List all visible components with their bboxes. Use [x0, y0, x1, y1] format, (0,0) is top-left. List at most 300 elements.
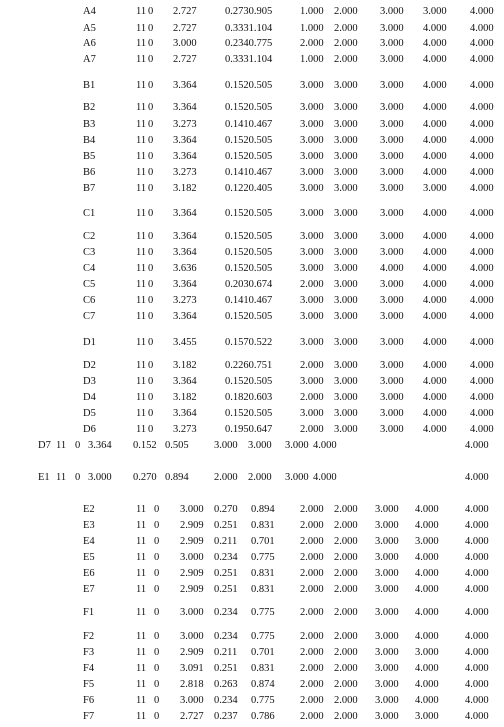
table-cell: 11 — [136, 408, 147, 419]
table-row — [0, 710, 504, 724]
table-row — [0, 262, 504, 276]
row-label: B2 — [83, 102, 96, 113]
table-cell: 4.000 — [470, 408, 494, 419]
table-cell: 3.364 — [173, 102, 197, 113]
row-label: C6 — [83, 295, 96, 306]
table-cell: 0 — [148, 151, 154, 162]
table-cell: 0 — [148, 263, 154, 274]
table-row — [0, 551, 504, 565]
row-label: B7 — [83, 183, 96, 194]
table-cell: 3.000 — [380, 279, 404, 290]
table-cell: 0.775 — [251, 607, 275, 618]
table-cell: 4.000 — [465, 472, 489, 483]
table-row — [0, 134, 504, 148]
row-label: F2 — [83, 631, 95, 642]
table-cell: 3.364 — [88, 440, 112, 451]
table-cell: 3.000 — [180, 607, 204, 618]
table-cell: 4.000 — [465, 607, 489, 618]
table-cell: 11 — [136, 607, 147, 618]
table-cell: 0.831 — [251, 520, 275, 531]
table-cell: 0.2030.674 — [225, 279, 273, 290]
table-cell: 3.000 — [334, 102, 358, 113]
table-cell: 3.000 — [375, 568, 399, 579]
table-cell: 4.000 — [470, 311, 494, 322]
table-cell: 3.273 — [173, 167, 197, 178]
table-cell: 4.000 — [415, 504, 439, 515]
table-cell: 3.273 — [173, 119, 197, 130]
table-cell: 0.1410.467 — [225, 167, 273, 178]
table-cell: 0.1520.505 — [225, 231, 273, 242]
table-cell: 11 — [136, 647, 147, 658]
table-cell: 3.000 — [380, 424, 404, 435]
table-cell: 3.000 — [300, 151, 324, 162]
table-row — [0, 519, 504, 533]
table-cell: 1.000 — [300, 23, 324, 34]
table-cell: 3.000 — [380, 119, 404, 130]
table-cell: 4.000 — [470, 38, 494, 49]
table-cell: 0.1520.505 — [225, 208, 273, 219]
table-cell: 2.000 — [334, 631, 358, 642]
table-cell: 3.000 — [380, 360, 404, 371]
table-cell: 3.000 — [415, 536, 439, 547]
table-cell: 2.000 — [300, 584, 324, 595]
table-cell: 0 — [148, 231, 154, 242]
table-cell: 3.000 — [300, 408, 324, 419]
table-cell: 1.000 — [300, 54, 324, 65]
table-cell: 0 — [148, 392, 154, 403]
table-cell: 11 — [136, 231, 147, 242]
table-cell: 4.000 — [423, 135, 447, 146]
table-cell: 0.251 — [214, 584, 238, 595]
table-cell: 2.909 — [180, 647, 204, 658]
row-label: D5 — [83, 408, 96, 419]
table-cell: 3.000 — [423, 183, 447, 194]
table-cell: 4.000 — [423, 424, 447, 435]
table-cell: 0.263 — [214, 679, 238, 690]
table-row — [0, 606, 504, 620]
table-cell: 2.000 — [334, 679, 358, 690]
row-label: F7 — [83, 711, 95, 722]
table-cell: 0.775 — [251, 695, 275, 706]
table-cell: 3.000 — [334, 392, 358, 403]
table-cell: 4.000 — [423, 151, 447, 162]
table-cell: 11 — [136, 151, 147, 162]
row-label: A5 — [83, 23, 96, 34]
table-cell: 2.000 — [300, 504, 324, 515]
table-cell: 0.831 — [251, 663, 275, 674]
table-cell: 4.000 — [470, 6, 494, 17]
table-row — [0, 79, 504, 93]
table-cell: 0.237 — [214, 711, 238, 722]
table-cell: 2.818 — [180, 679, 204, 690]
table-cell: 0.2340.775 — [225, 38, 273, 49]
table-row — [0, 150, 504, 164]
table-cell: 0.251 — [214, 568, 238, 579]
table-cell: 4.000 — [423, 23, 447, 34]
table-cell: 4.000 — [423, 102, 447, 113]
row-label: B6 — [83, 167, 96, 178]
table-cell: 0.1520.505 — [225, 247, 273, 258]
table-cell: 0 — [154, 568, 160, 579]
table-row — [0, 310, 504, 324]
table-cell: 2.000 — [300, 520, 324, 531]
table-cell: 3.000 — [248, 440, 272, 451]
table-cell: 3.000 — [380, 231, 404, 242]
table-cell: 3.000 — [375, 520, 399, 531]
table-cell: 3.182 — [173, 360, 197, 371]
table-row — [0, 182, 504, 196]
table-cell: 2.727 — [173, 54, 197, 65]
table-cell: 11 — [136, 536, 147, 547]
row-label: F1 — [83, 607, 95, 618]
table-cell: 4.000 — [470, 424, 494, 435]
table-cell: 3.000 — [375, 536, 399, 547]
table-cell: 3.000 — [415, 711, 439, 722]
row-label: F3 — [83, 647, 95, 658]
row-label: B1 — [83, 80, 96, 91]
row-label: D6 — [83, 424, 96, 435]
table-cell: 0.1520.505 — [225, 102, 273, 113]
table-cell: 2.000 — [300, 279, 324, 290]
table-row — [0, 567, 504, 581]
table-cell: 2.000 — [300, 360, 324, 371]
table-cell: 1.000 — [300, 6, 324, 17]
table-row — [0, 246, 504, 260]
table-row — [0, 359, 504, 373]
table-cell: 0 — [154, 584, 160, 595]
table-cell: 2.000 — [334, 607, 358, 618]
table-cell: 3.364 — [173, 135, 197, 146]
table-cell: 3.000 — [380, 376, 404, 387]
table-cell: 0.152 — [133, 440, 157, 451]
row-label: D4 — [83, 392, 96, 403]
table-cell: 2.909 — [180, 584, 204, 595]
table-row — [0, 37, 504, 51]
table-cell: 3.000 — [334, 167, 358, 178]
table-cell: 3.182 — [173, 183, 197, 194]
row-label: A7 — [83, 54, 96, 65]
table-cell: 3.364 — [173, 151, 197, 162]
table-row — [0, 583, 504, 597]
row-label: E5 — [83, 552, 95, 563]
table-cell: 3.000 — [300, 295, 324, 306]
table-cell: 4.000 — [423, 119, 447, 130]
table-cell: 0.3331.104 — [225, 23, 273, 34]
table-cell: 4.000 — [423, 337, 447, 348]
table-cell: 11 — [56, 440, 67, 451]
table-cell: 4.000 — [470, 119, 494, 130]
table-cell: 0 — [154, 607, 160, 618]
table-cell: 0.775 — [251, 631, 275, 642]
row-label: F4 — [83, 663, 95, 674]
table-cell: 4.000 — [470, 263, 494, 274]
table-cell: 4.000 — [423, 247, 447, 258]
table-cell: 2.000 — [334, 38, 358, 49]
table-cell: 11 — [136, 295, 147, 306]
table-cell: 3.273 — [173, 424, 197, 435]
table-cell: 3.091 — [180, 663, 204, 674]
row-label: C7 — [83, 311, 96, 322]
table-cell: 3.000 — [380, 183, 404, 194]
table-cell: 0.2730.905 — [225, 6, 273, 17]
table-cell: 0 — [154, 711, 160, 722]
table-cell: 3.000 — [300, 135, 324, 146]
table-cell: 3.000 — [380, 295, 404, 306]
table-cell: 0 — [148, 119, 154, 130]
table-cell: 3.364 — [173, 208, 197, 219]
table-cell: 3.000 — [300, 183, 324, 194]
table-cell: 3.000 — [375, 679, 399, 690]
table-cell: 4.000 — [465, 536, 489, 547]
table-cell: 11 — [136, 376, 147, 387]
table-cell: 0.1220.405 — [225, 183, 273, 194]
table-cell: 4.000 — [465, 520, 489, 531]
table-cell: 0 — [148, 208, 154, 219]
table-cell: 0 — [154, 504, 160, 515]
table-cell: 0 — [148, 23, 154, 34]
table-cell: 3.000 — [300, 80, 324, 91]
table-cell: 11 — [136, 38, 147, 49]
table-cell: 11 — [136, 337, 147, 348]
table-cell: 0.234 — [214, 695, 238, 706]
table-cell: 0.1520.505 — [225, 408, 273, 419]
table-cell: 0.270 — [214, 504, 238, 515]
table-cell: 4.000 — [415, 607, 439, 618]
row-label: E2 — [83, 504, 95, 515]
table-cell: 11 — [136, 568, 147, 579]
table-cell: 3.000 — [334, 337, 358, 348]
table-row — [0, 207, 504, 221]
table-cell: 0.1520.505 — [225, 376, 273, 387]
table-cell: 3.000 — [173, 38, 197, 49]
table-cell: 3.000 — [380, 80, 404, 91]
table-cell: 0 — [154, 647, 160, 658]
table-cell: 0.701 — [251, 647, 275, 658]
row-label: F6 — [83, 695, 95, 706]
table-cell: 3.000 — [300, 231, 324, 242]
table-cell: 3.000 — [180, 631, 204, 642]
table-cell: 0 — [148, 279, 154, 290]
table-cell: 4.000 — [415, 663, 439, 674]
table-cell: 3.636 — [173, 263, 197, 274]
table-cell: 3.000 — [375, 584, 399, 595]
table-cell: 0 — [148, 337, 154, 348]
table-cell: 4.000 — [465, 679, 489, 690]
table-cell: 11 — [136, 6, 147, 17]
table-cell: 0.234 — [214, 631, 238, 642]
table-cell: 2.000 — [334, 568, 358, 579]
table-cell: 4.000 — [423, 54, 447, 65]
table-cell: 0.270 — [133, 472, 157, 483]
table-cell: 11 — [136, 208, 147, 219]
table-cell: 11 — [136, 584, 147, 595]
table-cell: 4.000 — [470, 102, 494, 113]
row-label: E4 — [83, 536, 95, 547]
table-cell: 2.000 — [334, 695, 358, 706]
table-cell: 11 — [136, 663, 147, 674]
table-cell: 2.000 — [300, 663, 324, 674]
table-cell: 3.000 — [300, 102, 324, 113]
row-label: D2 — [83, 360, 96, 371]
table-cell: 4.000 — [470, 279, 494, 290]
table-cell: 2.000 — [300, 552, 324, 563]
table-cell: 11 — [136, 695, 147, 706]
table-cell: 11 — [136, 263, 147, 274]
table-cell: 0.1520.505 — [225, 151, 273, 162]
table-cell: 0 — [148, 424, 154, 435]
row-label: A6 — [83, 38, 96, 49]
table-cell: 3.000 — [380, 151, 404, 162]
table-cell: 3.000 — [380, 247, 404, 258]
table-cell: 2.000 — [248, 472, 272, 483]
table-cell: 4.000 — [470, 247, 494, 258]
table-cell: 3.000 — [415, 647, 439, 658]
table-cell: 2.000 — [214, 472, 238, 483]
table-cell: 0 — [148, 247, 154, 258]
table-row — [0, 101, 504, 115]
row-label: B5 — [83, 151, 96, 162]
table-cell: 2.727 — [173, 6, 197, 17]
table-cell: 3.000 — [334, 208, 358, 219]
table-cell: 4.000 — [470, 360, 494, 371]
table-cell: 4.000 — [470, 80, 494, 91]
table-cell: 3.000 — [285, 472, 309, 483]
table-cell: 4.000 — [423, 311, 447, 322]
table-row — [0, 471, 504, 485]
table-cell: 11 — [136, 679, 147, 690]
table-cell: 4.000 — [470, 231, 494, 242]
table-cell: 0 — [148, 311, 154, 322]
table-cell: 0 — [148, 102, 154, 113]
table-cell: 0 — [154, 679, 160, 690]
table-cell: 2.909 — [180, 520, 204, 531]
row-label: C3 — [83, 247, 96, 258]
table-row — [0, 694, 504, 708]
row-label: E7 — [83, 584, 95, 595]
table-cell: 2.000 — [334, 520, 358, 531]
table-cell: 4.000 — [423, 38, 447, 49]
table-cell: 0.1520.505 — [225, 135, 273, 146]
row-label: D1 — [83, 337, 96, 348]
table-cell: 0 — [148, 408, 154, 419]
table-cell: 4.000 — [470, 295, 494, 306]
table-cell: 0.894 — [251, 504, 275, 515]
table-cell: 2.000 — [334, 552, 358, 563]
table-cell: 0.831 — [251, 568, 275, 579]
table-cell: 3.000 — [375, 695, 399, 706]
table-cell: 3.000 — [380, 135, 404, 146]
table-cell: 4.000 — [470, 376, 494, 387]
table-cell: 4.000 — [470, 23, 494, 34]
table-cell: 3.000 — [300, 119, 324, 130]
table-cell: 3.000 — [180, 695, 204, 706]
table-cell: 0 — [148, 38, 154, 49]
table-cell: 11 — [136, 424, 147, 435]
table-cell: 4.000 — [415, 695, 439, 706]
table-cell: 2.000 — [334, 504, 358, 515]
table-cell: 0.1410.467 — [225, 119, 273, 130]
table-cell: 0 — [148, 54, 154, 65]
table-cell: 4.000 — [465, 663, 489, 674]
table-row — [0, 336, 504, 350]
table-cell: 2.000 — [334, 711, 358, 722]
table-cell: 0.251 — [214, 663, 238, 674]
table-row — [0, 22, 504, 36]
table-cell: 4.000 — [423, 392, 447, 403]
table-cell: 4.000 — [465, 504, 489, 515]
row-label: E1 — [38, 472, 50, 483]
table-row — [0, 294, 504, 308]
table-cell: 0.786 — [251, 711, 275, 722]
row-label: D7 — [38, 440, 51, 451]
table-cell: 3.000 — [285, 440, 309, 451]
table-cell: 0 — [154, 536, 160, 547]
table-cell: 0.234 — [214, 552, 238, 563]
table-cell: 3.000 — [334, 408, 358, 419]
table-cell: 3.000 — [380, 408, 404, 419]
table-cell: 4.000 — [415, 584, 439, 595]
table-cell: 4.000 — [423, 208, 447, 219]
table-cell: 2.000 — [334, 6, 358, 17]
table-cell: 11 — [136, 504, 147, 515]
table-cell: 3.000 — [334, 119, 358, 130]
table-cell: 2.909 — [180, 536, 204, 547]
table-cell: 2.727 — [180, 711, 204, 722]
table-cell: 3.000 — [380, 6, 404, 17]
table-row — [0, 278, 504, 292]
table-cell: 4.000 — [423, 167, 447, 178]
table-cell: 11 — [136, 102, 147, 113]
row-label: C4 — [83, 263, 96, 274]
table-cell: 3.364 — [173, 311, 197, 322]
table-cell: 2.000 — [334, 647, 358, 658]
table-cell: 3.455 — [173, 337, 197, 348]
row-label: C5 — [83, 279, 96, 290]
table-cell: 0.775 — [251, 552, 275, 563]
table-cell: 3.182 — [173, 392, 197, 403]
table-cell: 4.000 — [465, 568, 489, 579]
table-cell: 3.000 — [300, 263, 324, 274]
table-cell: 3.000 — [334, 247, 358, 258]
table-cell: 2.000 — [300, 679, 324, 690]
table-cell: 0 — [154, 663, 160, 674]
table-row — [0, 646, 504, 660]
row-label: A4 — [83, 6, 96, 17]
table-cell: 0.211 — [214, 647, 238, 658]
table-cell: 4.000 — [423, 408, 447, 419]
table-row — [0, 391, 504, 405]
table-cell: 0 — [148, 295, 154, 306]
table-cell: 3.000 — [300, 376, 324, 387]
table-cell: 4.000 — [423, 263, 447, 274]
table-cell: 3.000 — [334, 263, 358, 274]
table-cell: 2.000 — [300, 38, 324, 49]
table-cell: 3.000 — [300, 208, 324, 219]
table-cell: 3.364 — [173, 247, 197, 258]
table-cell: 4.000 — [423, 231, 447, 242]
table-row — [0, 166, 504, 180]
table-cell: 3.000 — [380, 102, 404, 113]
table-cell: 3.000 — [334, 80, 358, 91]
table-row — [0, 535, 504, 549]
table-cell: 2.000 — [300, 568, 324, 579]
table-cell: 11 — [136, 392, 147, 403]
table-cell: 3.000 — [300, 337, 324, 348]
table-cell: 4.000 — [423, 80, 447, 91]
table-cell: 3.000 — [334, 376, 358, 387]
table-row — [0, 53, 504, 67]
table-cell: 2.000 — [300, 711, 324, 722]
